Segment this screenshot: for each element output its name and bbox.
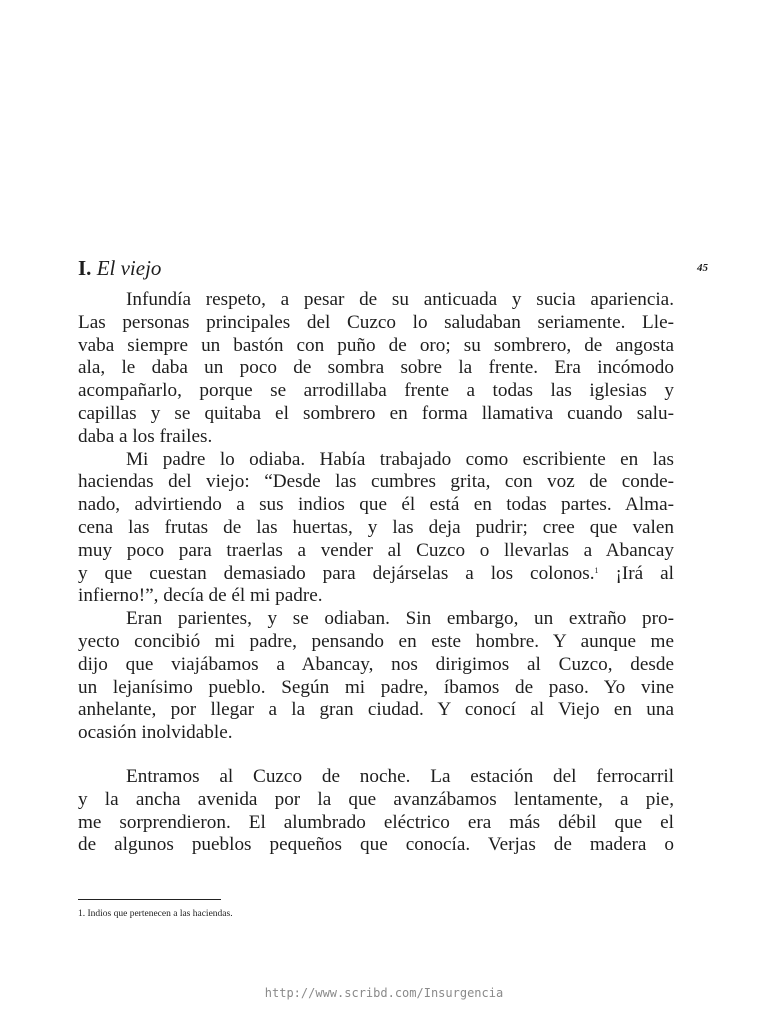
text-line: nado, advirtiendo a sus indios que él está en todas partes. Alma- <box>78 494 674 516</box>
body-text <box>78 289 674 857</box>
text-line: daba a los frailes. <box>78 425 213 447</box>
page-number: 45 <box>697 262 708 274</box>
text-line: Entramos al Cuzco de noche. La estación del ferrocarril <box>126 765 674 787</box>
text-line: y la ancha avenida por la que avanzábamos lentamente, a pie, <box>78 788 674 810</box>
text-line: capillas y se quitaba el sombrero en forma llamativa cuando salu- <box>78 402 674 424</box>
text-segment: ¡Irá al <box>598 562 674 584</box>
text-line: infierno!”, decía de él mi padre. <box>78 585 323 607</box>
text-line: de algunos pueblos pequeños que conocía. Verjas de madera o <box>78 834 674 856</box>
text-line: Las personas principales del Cuzco lo saludaban seriamente. Lle- <box>78 311 674 333</box>
text-line: Mi padre lo odiaba. Había trabajado como escribiente en las <box>126 448 674 470</box>
text-line: ala, le daba un poco de sombra sobre la frente. Era incómodo <box>78 357 674 379</box>
footnote: 1. Indios que pertenecen a las haciendas. <box>78 909 233 919</box>
footnote-marker[interactable]: 1 <box>594 565 599 575</box>
text-line: yecto concibió mi padre, pensando en este hombre. Y aunque me <box>78 630 674 652</box>
text-line: Eran parientes, y se odiaban. Sin embargo, un extraño pro- <box>126 608 674 630</box>
text-line: vaba siempre un bastón con puño de oro; su sombrero, de angosta <box>78 334 674 356</box>
text-line: cena las frutas de las huertas, y las deja pudrir; cree que valen <box>78 516 674 538</box>
chapter-heading <box>78 254 161 282</box>
text-line: un lejanísimo pueblo. Según mi padre, íbamos de paso. Yo vine <box>78 676 674 698</box>
text-line: Infundía respeto, a pesar de su anticuada y sucia apariencia. <box>126 289 674 310</box>
text-line: dijo que viajábamos a Abancay, nos dirigimos al Cuzco, desde <box>78 653 674 675</box>
text-segment: y que cuestan demasiado para dejárselas a los colonos. <box>78 562 595 584</box>
source-url-watermark[interactable]: http://www.scribd.com/Insurgencia <box>264 986 504 1000</box>
chapter-title: El viejo <box>96 256 162 280</box>
chapter-number: I. <box>78 256 92 280</box>
text-line: me sorprendieron. El alumbrado eléctrico era más débil que el <box>78 811 674 833</box>
text-line: acompañarlo, porque se arrodillaba frente a todas las iglesias y <box>78 380 674 402</box>
section-break <box>78 745 674 766</box>
footnote-divider <box>78 899 221 900</box>
text-line: muy poco para traerlas a vender al Cuzco o llevarlas a Abancay <box>78 539 674 561</box>
text-line <box>78 563 674 586</box>
text-line: ocasión inolvidable. <box>78 722 233 744</box>
text-line: anhelante, por llegar a la gran ciudad. Y conocí al Viejo en una <box>78 699 674 721</box>
text-line: haciendas del viejo: “Desde las cumbres grita, con voz de conde- <box>78 471 674 493</box>
